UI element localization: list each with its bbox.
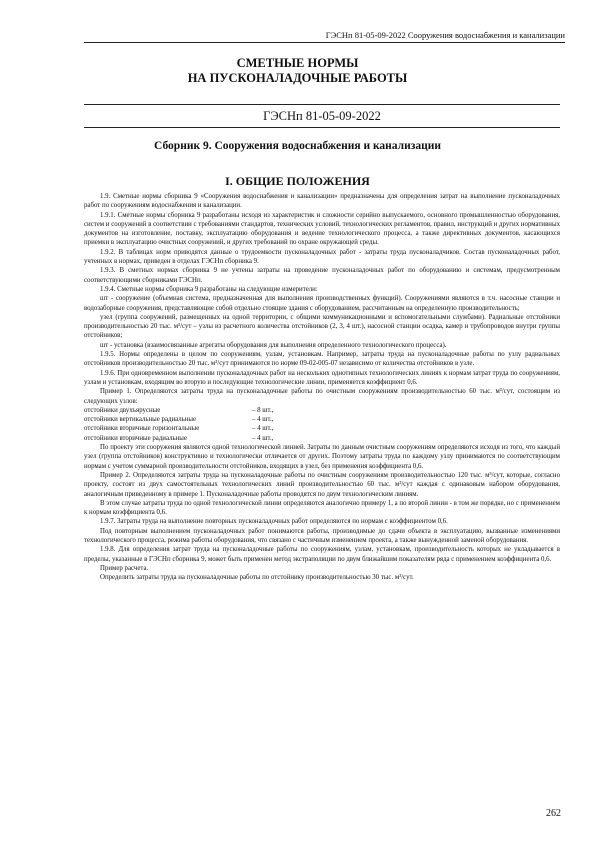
section-heading: I. ОБЩИЕ ПОЛОЖЕНИЯ <box>225 174 370 188</box>
list-item-qty: – 4 шт., <box>252 416 274 424</box>
document-title <box>0 56 595 86</box>
paragraph-calc-example: Пример расчета. <box>100 564 149 572</box>
norm-code: ГЭСНп 81-05-09-2022 <box>84 104 560 128</box>
title-line-2: НА ПУСКОНАЛАДОЧНЫЕ РАБОТЫ <box>187 71 408 85</box>
list-item-qty: – 4 шт., <box>252 425 274 433</box>
list-item <box>84 434 560 443</box>
paragraph-1-9-8: 1.9.8. Для определения затрат труда на пусконаладочные работы по сооружениям, узлам, установкам, производительность которых не укладывается в пределы, указанные в ГЭСНп сборника 9, может быть применен метод экстраполяции по двум ближайшим показателям ряда с применением коэффициента 0,6. <box>84 546 560 563</box>
list-item <box>84 406 560 415</box>
paragraph-1-9-3: 1.9.3. В сметных нормах сборника 9 не учтены затраты на проведение пусконаладочных работ по оборудованию и системам, предусмотренным соответствующими сборниками ГЭСНп. <box>84 267 560 284</box>
paragraph-1-9-6: 1.9.6. При одновременном выполнении пусконаладочных работ на нескольких однотипных технологических линиях к нормам затрат труда по сооружениям, узлам и установкам, входящим во вторую и последующие технологические линии, применяется коэффициент 0,6. <box>84 369 560 386</box>
running-header: ГЭСНп 81-05-09-2022 Сооружения водоснабжения и канализации <box>84 30 565 43</box>
paragraph-1-9: 1.9. Сметные нормы сборника 9 «Сооружения водоснабжения и канализации» предназначены для определения затрат на выполнение пусконаладочных работ по сооружениям водоснабжения и канализации. <box>84 193 560 210</box>
paragraph-unit-node: узел (группа сооружений, размещенных на одной территории, с общими коммуникационными и вспомогательными службами). Радиальные отстойники производительностью 20 тыс. м³/сут – узлы из расчетного количества отстойников (2, 3, 4 шт.), насосной станции осадка, камер и трубопроводов внутри группы отстойников; <box>84 313 560 340</box>
paragraph-unit-installation: шт - установка (взаимосвязанные агрегаты оборудования для выполнения определенного технологического процесса). <box>100 341 447 349</box>
list-item-qty: – 8 шт., <box>252 406 274 414</box>
paragraph-1-9-2: 1.9.2. В таблицах норм приводятся данные о трудоемкости пусконаладочных работ - затраты труда пусконаладчиков. Состав пусконаладочных работ, учтенных в нормах, приведен в отделах ГЭСНп сборника 9. <box>84 248 560 266</box>
body-text <box>84 192 560 582</box>
list-item-name: отстойники двухъярусные <box>84 406 161 414</box>
title-line-1: СМЕТНЫЕ НОРМЫ <box>236 56 359 70</box>
paragraph-example-2: Пример 2. Определяются затраты труда на пусконаладочные работы по очистным сооружениям производительностью 120 тыс. м³/сут, которые, согласно проекту, состоят из двух самостоятельных технологических линий производительностью 60 тыс. м³/сут каждая с одинаковым набором оборудования, аналогичным приведенному в примере 1. Пусконаладочные работы проводятся по двум технологическим линиям. <box>84 471 560 498</box>
list-item <box>84 424 560 433</box>
list-item <box>84 415 560 424</box>
paragraph-1-9-1: 1.9.1. Сметные нормы сборника 9 разработаны исходя из характеристик и сложности серийно выпускаемого, основного промышленностью оборудования, систем и сооружений в соответствии с требованиями стандартов, технических условий, технологических регламентов, правил, инструкций и других нормативных документов на изготовление, поставку, эксплуатацию оборудования и ведение технологического процесса, а также директивных документов, касающихся приемки в эксплуатацию очистных сооружений, и других требований по охране окружающей среды. <box>84 211 560 247</box>
collection-title: Сборник 9. Сооружения водоснабжения и канализации <box>154 140 441 152</box>
list-item-name: отстойники вертикальные радиальные <box>84 416 197 424</box>
paragraph-1-9-7: 1.9.7. Затраты труда на выполнение повторных пусконаладочных работ определяются по нормам с коэффициентом 0,6. <box>100 518 448 526</box>
paragraph-example-1: Пример 1. Определяются затраты труда на пусконаладочные работы по очистным сооружениям производительностью 60 тыс. м³/сут, состоящим из следующих узлов: <box>84 388 560 405</box>
list-item-name: отстойники вторичные радиальные <box>84 434 187 442</box>
paragraph-repeat-works: Под повторным выполнением пусконаладочных работ понимаются работы, производимые до сдачи объекта в эксплуатацию, вызванные изменениями технологического процесса, режима работы оборудования, что связано с частичным изменением проекта, а также вынужденной заменой оборудования. <box>84 527 560 544</box>
paragraph-1-9-4: 1.9.4. Сметные нормы сборника 9 разработаны на следующие измерители: <box>100 285 318 293</box>
list-item-qty: – 4 шт., <box>252 434 274 442</box>
paragraph-calc-task: Определить затраты труда на пусконаладочные работы по отстойнику производительностью 30 тыс. м³/сут. <box>100 574 414 582</box>
page-number: 262 <box>546 808 561 819</box>
paragraph-example-1-explanation: По проекту эти сооружения являются одной технологической линией. Затраты по данным очистным сооружениям определяются исходя из того, что каждый узел (группа отстойников) конструктивно и технологически отличается от других. Поэтому затраты труда по каждому узлу принимаются по соответствующим нормам с учетом суммарной производительности отстойников, входящих в узел, без применения коэффициента 0,6. <box>84 444 560 470</box>
paragraph-example-2-explanation: В этом случае затраты труда по одной технологической линии определяются аналогично примеру 1, а по второй линии - в том же порядке, но с применением к нормам коэффициента 0,6. <box>84 499 560 517</box>
paragraph-unit-structure: шт - сооружение (объемная система, предназначенная для выполнения производственных функций). Сооружениями являются в т.ч. насосные станции и водозаборные сооружения, представляющие собой отдельно стоящие здания с оборудованием, рассчитанным на определенную производительность; <box>84 295 560 312</box>
list-item-name: отстойники вторичные горизонтальные <box>84 425 200 433</box>
example-list <box>84 406 560 443</box>
paragraph-1-9-5: 1.9.5. Нормы определены в целом по сооружениям, узлам, установкам. Например, затраты труда на пусконаладочные работы по узлу радиальных отстойников производительностью 20 тыс. м³/сут принимаются по норме 09-02-005-07 независимо от количества отстойников в узле. <box>84 351 560 368</box>
